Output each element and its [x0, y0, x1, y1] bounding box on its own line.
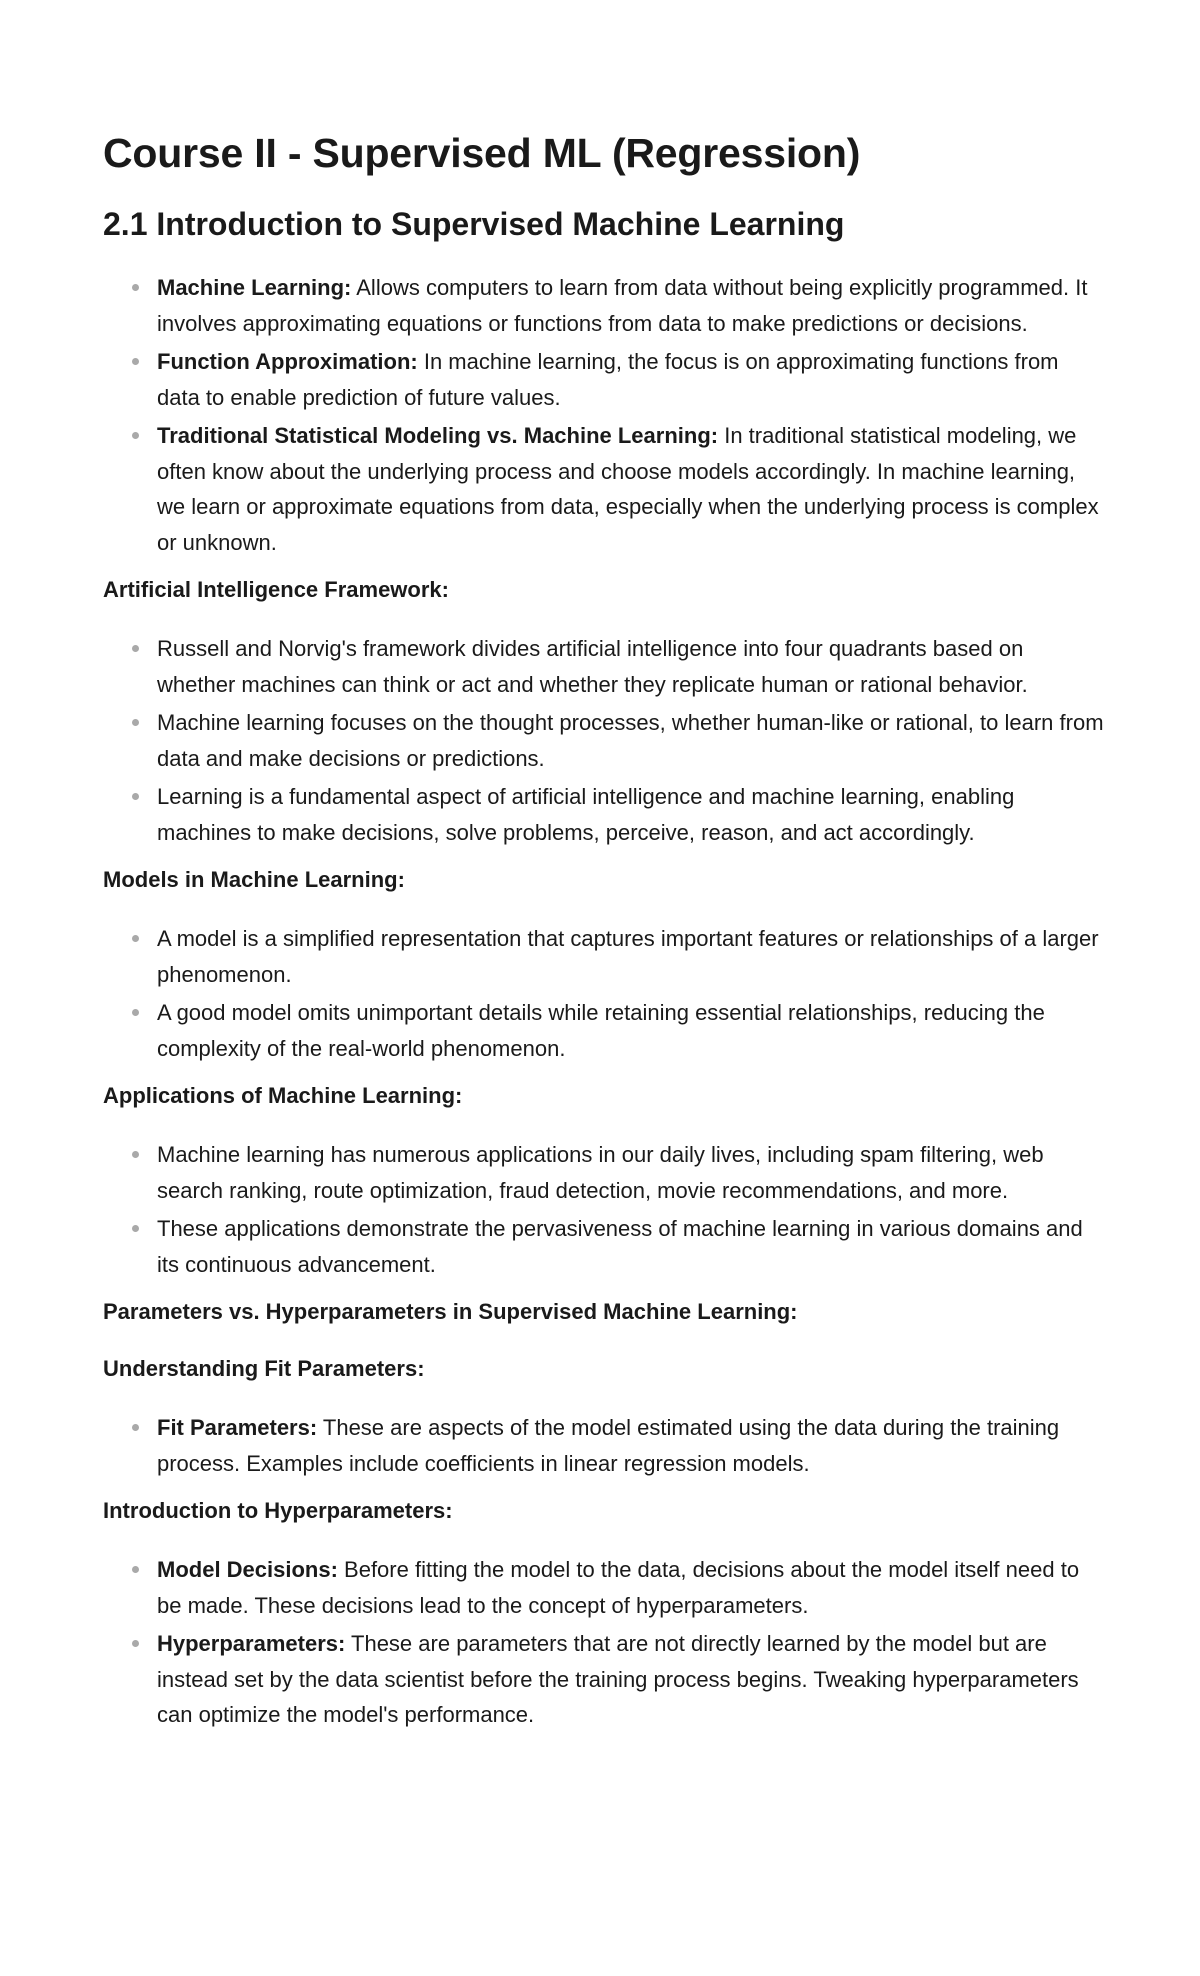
- list-item: [157, 344, 1104, 415]
- list-item: [157, 1552, 1104, 1623]
- term-label: Traditional Statistical Modeling vs. Machine Learning:: [157, 423, 719, 448]
- term-label: Hyperparameters:: [157, 1631, 346, 1656]
- item-text: These are parameters that are not directly learned by the model but are instead set by the data scientist before the training process begins. Tweaking hyperparameters can optimize the model's performance.: [157, 1631, 1079, 1727]
- term-label: Model Decisions:: [157, 1557, 338, 1582]
- ai-framework-list: [103, 631, 1104, 850]
- term-label: Function Approximation:: [157, 349, 418, 374]
- term-label: Machine Learning:: [157, 275, 352, 300]
- term-label: Fit Parameters:: [157, 1415, 318, 1440]
- item-text: Allows computers to learn from data without being explicitly programmed. It involves approximating equations or functions from data to make predictions or decisions.: [157, 275, 1088, 336]
- list-item: Learning is a fundamental aspect of artificial intelligence and machine learning, enabling machines to make decisions, solve problems, perceive, reason, and act accordingly.: [157, 779, 1104, 850]
- applications-list: [103, 1137, 1104, 1282]
- models-heading: Models in Machine Learning:: [103, 867, 405, 892]
- item-text: In traditional statistical modeling, we often know about the underlying process and choose models accordingly. In machine learning, we learn or approximate equations from data, especially when the underlying process is complex or unknown.: [157, 423, 1099, 555]
- fit-params-list: [103, 1410, 1104, 1481]
- hyperparams-list: [103, 1552, 1104, 1733]
- item-text: Before fitting the model to the data, decisions about the model itself need to be made. These decisions lead to the concept of hyperparameters.: [157, 1557, 1080, 1618]
- list-item: [157, 1410, 1104, 1481]
- section-heading: 2.1 Introduction to Supervised Machine Learning: [103, 206, 845, 242]
- list-item: A good model omits unimportant details while retaining essential relationships, reducing the complexity of the real-world phenomenon.: [157, 995, 1104, 1066]
- list-item: Machine learning focuses on the thought processes, whether human-like or rational, to learn from data and make decisions or predictions.: [157, 705, 1104, 776]
- item-text: These are aspects of the model estimated using the data during the training process. Examples include coefficients in linear regression models.: [157, 1415, 1060, 1476]
- applications-heading: Applications of Machine Learning:: [103, 1083, 463, 1108]
- ai-framework-heading: Artificial Intelligence Framework:: [103, 577, 449, 602]
- list-item: A model is a simplified representation that captures important features or relationships of a larger phenomenon.: [157, 921, 1104, 992]
- list-item: [157, 418, 1104, 560]
- fit-params-heading: Understanding Fit Parameters:: [103, 1356, 425, 1381]
- models-list: [103, 921, 1104, 1066]
- list-item: These applications demonstrate the pervasiveness of machine learning in various domains and its continuous advancement.: [157, 1211, 1104, 1282]
- list-item: [157, 1626, 1104, 1733]
- page-title: Course II - Supervised ML (Regression): [103, 130, 861, 176]
- hyperparams-heading: Introduction to Hyperparameters:: [103, 1498, 453, 1523]
- params-heading: Parameters vs. Hyperparameters in Supervised Machine Learning:: [103, 1299, 798, 1324]
- intro-list: [103, 270, 1104, 560]
- list-item: Russell and Norvig's framework divides artificial intelligence into four quadrants based on whether machines can think or act and whether they replicate human or rational behavior.: [157, 631, 1104, 702]
- item-text: In machine learning, the focus is on approximating functions from data to enable prediction of future values.: [157, 349, 1059, 410]
- list-item: [157, 270, 1104, 341]
- list-item: Machine learning has numerous applications in our daily lives, including spam filtering, web search ranking, route optimization, fraud detection, movie recommendations, and more.: [157, 1137, 1104, 1208]
